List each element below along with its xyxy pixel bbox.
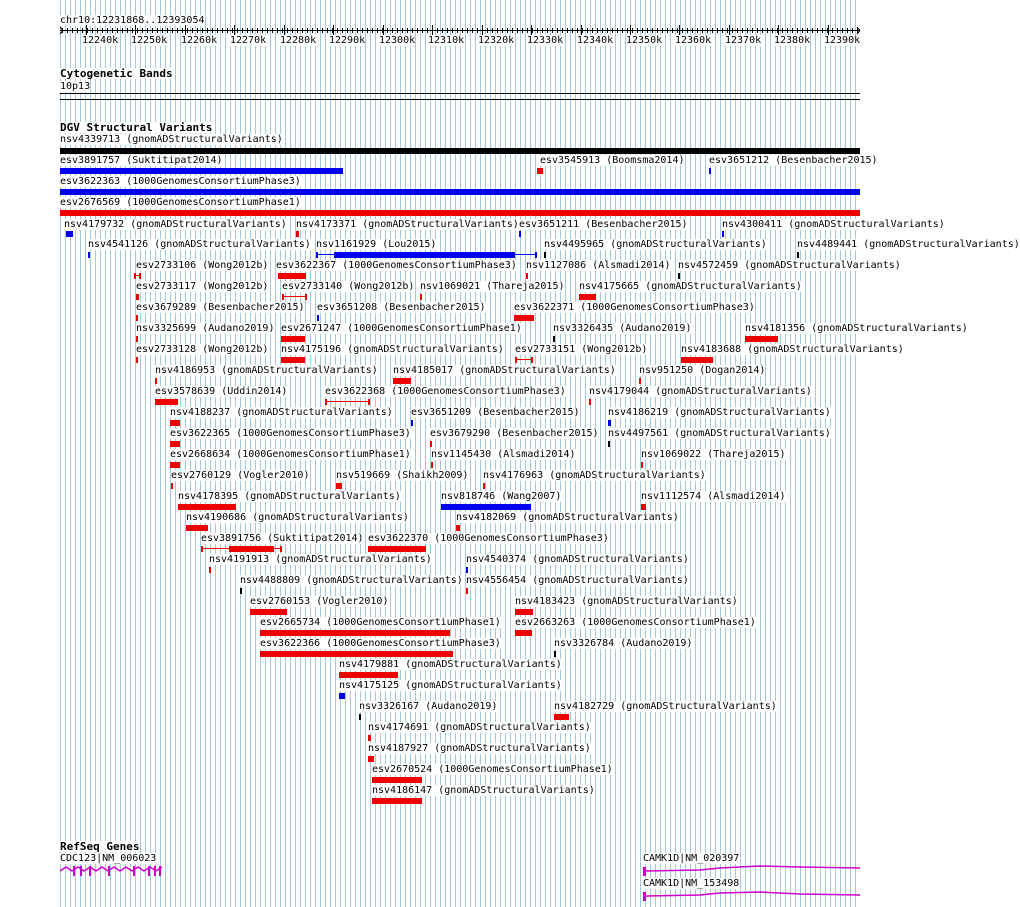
variant-label[interactable]: esv2665734 (1000GenomesConsortiumPhase1) [260,617,501,628]
variant-label[interactable]: esv3622363 (1000GenomesConsortiumPhase3) [60,176,301,187]
variant-label[interactable]: esv3622366 (1000GenomesConsortiumPhase3) [260,638,501,649]
variant-label[interactable]: nsv4182069 (gnomADStructuralVariants) [456,512,679,523]
ruler-tick-label: 12300k [379,35,416,46]
ruler-tick-label: 12380k [774,35,811,46]
variant-label[interactable]: nsv4179732 (gnomADStructuralVariants) [64,219,287,230]
variant-label[interactable]: esv2733128 (Wong2012b) [136,344,269,355]
variant-label[interactable]: nsv4174691 (gnomADStructuralVariants) [368,722,591,733]
variant-label[interactable]: esv3651211 (Besenbacher2015) [519,219,688,230]
variant-label[interactable]: nsv4182729 (gnomADStructuralVariants) [554,701,777,712]
variant-label[interactable]: esv3891756 (Suktitipat2014) [201,533,364,544]
variant-label[interactable]: nsv4181356 (gnomADStructuralVariants) [745,323,968,334]
variant-label[interactable]: nsv4489441 (gnomADStructuralVariants) [797,239,1020,250]
variant-label[interactable]: esv2733151 (Wong2012b) [515,344,648,355]
variant-label[interactable]: esv2733140 (Wong2012b) [282,281,415,292]
variant-label[interactable]: esv2671247 (1000GenomesConsortiumPhase1) [281,323,522,334]
variant-label[interactable]: nsv4175196 (gnomADStructuralVariants) [281,344,504,355]
gene-label[interactable]: CAMK1D|NM_020397 [643,853,740,864]
variant-label[interactable]: nsv4183423 (gnomADStructuralVariants) [515,596,738,607]
variant-label[interactable]: esv3679289 (Besenbacher2015) [136,302,305,313]
variant-label[interactable]: nsv4191913 (gnomADStructuralVariants) [209,554,432,565]
gene-model-cdc123[interactable] [60,866,162,876]
variant-label[interactable]: nsv4541126 (gnomADStructuralVariants) [88,239,311,250]
gene-model-camk1d-b[interactable] [643,892,860,901]
variant-label[interactable]: nsv4187927 (gnomADStructuralVariants) [368,743,591,754]
variant-label[interactable]: nsv4173371 (gnomADStructuralVariants) [296,219,519,230]
ruler-tick-label: 12240k [82,35,119,46]
variant-label[interactable]: nsv1069022 (Thareja2015) [641,449,786,460]
variant-label[interactable]: esv3622367 (1000GenomesConsortiumPhase3) [276,260,517,271]
variant-label[interactable]: nsv4339713 (gnomADStructuralVariants) [60,134,283,145]
variant-label[interactable]: nsv4176963 (gnomADStructuralVariants) [483,470,706,481]
refseq-track-title: RefSeq Genes [60,840,140,853]
ruler-tick-label: 12310k [428,35,465,46]
cytoband-track-title: Cytogenetic Bands [60,67,173,80]
variant-label[interactable]: esv2733106 (Wong2012b) [136,260,269,271]
variant-label[interactable]: nsv3326167 (Audano2019) [359,701,498,712]
variant-label[interactable]: esv2760129 (Vogler2010) [171,470,310,481]
position-label: chr10:12231868..12393054 [60,15,205,26]
variant-label[interactable]: nsv4179881 (gnomADStructuralVariants) [339,659,562,670]
variant-label[interactable]: nsv4300411 (gnomADStructuralVariants) [722,219,945,230]
gene-label[interactable]: CAMK1D|NM_153498 [643,878,740,889]
ruler-tick-label: 12280k [280,35,317,46]
variant-label[interactable]: nsv1069021 (Thareja2015) [420,281,565,292]
ruler-tick-label: 12350k [626,35,663,46]
variant-label[interactable]: nsv3326784 (Audano2019) [554,638,693,649]
variant-label[interactable]: esv2676569 (1000GenomesConsortiumPhase1) [60,197,301,208]
ruler-tick-label: 12330k [527,35,564,46]
variant-label[interactable]: nsv519669 (Shaikh2009) [336,470,469,481]
ruler-tick-label: 12290k [329,35,366,46]
variant-label[interactable]: nsv3326435 (Audano2019) [553,323,692,334]
variant-label[interactable]: nsv4495965 (gnomADStructuralVariants) [544,239,767,250]
variant-label[interactable]: esv3622371 (1000GenomesConsortiumPhase3) [514,302,755,313]
variant-label[interactable]: nsv4178395 (gnomADStructuralVariants) [178,491,401,502]
variant-label[interactable]: nsv4185017 (gnomADStructuralVariants) [393,365,616,376]
variant-label[interactable]: nsv4175125 (gnomADStructuralVariants) [339,680,562,691]
variant-label[interactable]: nsv4186953 (gnomADStructuralVariants) [155,365,378,376]
variant-label[interactable]: nsv4497561 (gnomADStructuralVariants) [608,428,831,439]
variant-label[interactable]: esv2668634 (1000GenomesConsortiumPhase1) [170,449,411,460]
ruler-tick-label: 12360k [675,35,712,46]
variant-label[interactable]: esv2663263 (1000GenomesConsortiumPhase1) [515,617,756,628]
variant-label[interactable]: nsv4186147 (gnomADStructuralVariants) [372,785,595,796]
variant-label[interactable]: nsv951250 (Dogan2014) [639,365,766,376]
ruler-tick-label: 12390k [824,35,861,46]
variant-label[interactable]: esv3651212 (Besenbacher2015) [709,155,878,166]
variant-label[interactable]: nsv4183688 (gnomADStructuralVariants) [681,344,904,355]
variant-label[interactable]: nsv1112574 (Alsmadi2014) [641,491,786,502]
variant-label[interactable]: esv2760153 (Vogler2010) [250,596,389,607]
variant-label[interactable]: nsv3325699 (Audano2019) [136,323,275,334]
variant-label[interactable]: esv2670524 (1000GenomesConsortiumPhase1) [372,764,613,775]
variant-label[interactable]: esv2733117 (Wong2012b) [136,281,269,292]
variant-label[interactable]: esv3891757 (Suktitipat2014) [60,155,223,166]
variant-label[interactable]: esv3651208 (Besenbacher2015) [317,302,486,313]
variant-label[interactable]: esv3679290 (Besenbacher2015) [430,428,599,439]
variant-label[interactable]: nsv1127086 (Alsmadi2014) [526,260,671,271]
variant-label[interactable]: nsv4175665 (gnomADStructuralVariants) [579,281,802,292]
variant-label[interactable]: nsv1161929 (Lou2015) [316,239,437,250]
variant-label[interactable]: nsv4540374 (gnomADStructuralVariants) [466,554,689,565]
ruler-tick-label: 12340k [577,35,614,46]
variant-label[interactable]: esv3578639 (Uddin2014) [155,386,288,397]
variant-label[interactable]: nsv4572459 (gnomADStructuralVariants) [678,260,901,271]
cytoband-label: 10p13 [60,81,91,92]
gene-model-camk1d-a[interactable] [643,866,860,876]
variant-label[interactable]: nsv818746 (Wang2007) [441,491,562,502]
gene-label[interactable]: CDC123|NM_006023 [60,853,157,864]
variant-label[interactable]: esv3622370 (1000GenomesConsortiumPhase3) [368,533,609,544]
variant-label[interactable]: nsv4488809 (gnomADStructuralVariants) [240,575,463,586]
variant-label[interactable]: esv3545913 (Boomsma2014) [540,155,685,166]
variant-label[interactable]: nsv4186219 (gnomADStructuralVariants) [608,407,831,418]
dgv-track-title: DGV Structural Variants [60,121,213,134]
ruler-tick-label: 12320k [478,35,515,46]
ruler-tick-label: 12260k [181,35,218,46]
variant-label[interactable]: esv3651209 (Besenbacher2015) [411,407,580,418]
ruler-tick-label: 12250k [131,35,168,46]
ruler-tick-label: 12370k [725,35,762,46]
variant-label[interactable]: nsv4188237 (gnomADStructuralVariants) [170,407,393,418]
variant-label[interactable]: nsv1145430 (Alsmadi2014) [431,449,576,460]
ruler-tick-label: 12270k [230,35,267,46]
variant-label[interactable]: esv3622365 (1000GenomesConsortiumPhase3) [170,428,411,439]
variant-label[interactable]: nsv4190686 (gnomADStructuralVariants) [186,512,409,523]
variant-label[interactable]: esv3622368 (1000GenomesConsortiumPhase3) [325,386,566,397]
variant-label[interactable]: nsv4556454 (gnomADStructuralVariants) [466,575,689,586]
variant-label[interactable]: nsv4179044 (gnomADStructuralVariants) [589,386,812,397]
